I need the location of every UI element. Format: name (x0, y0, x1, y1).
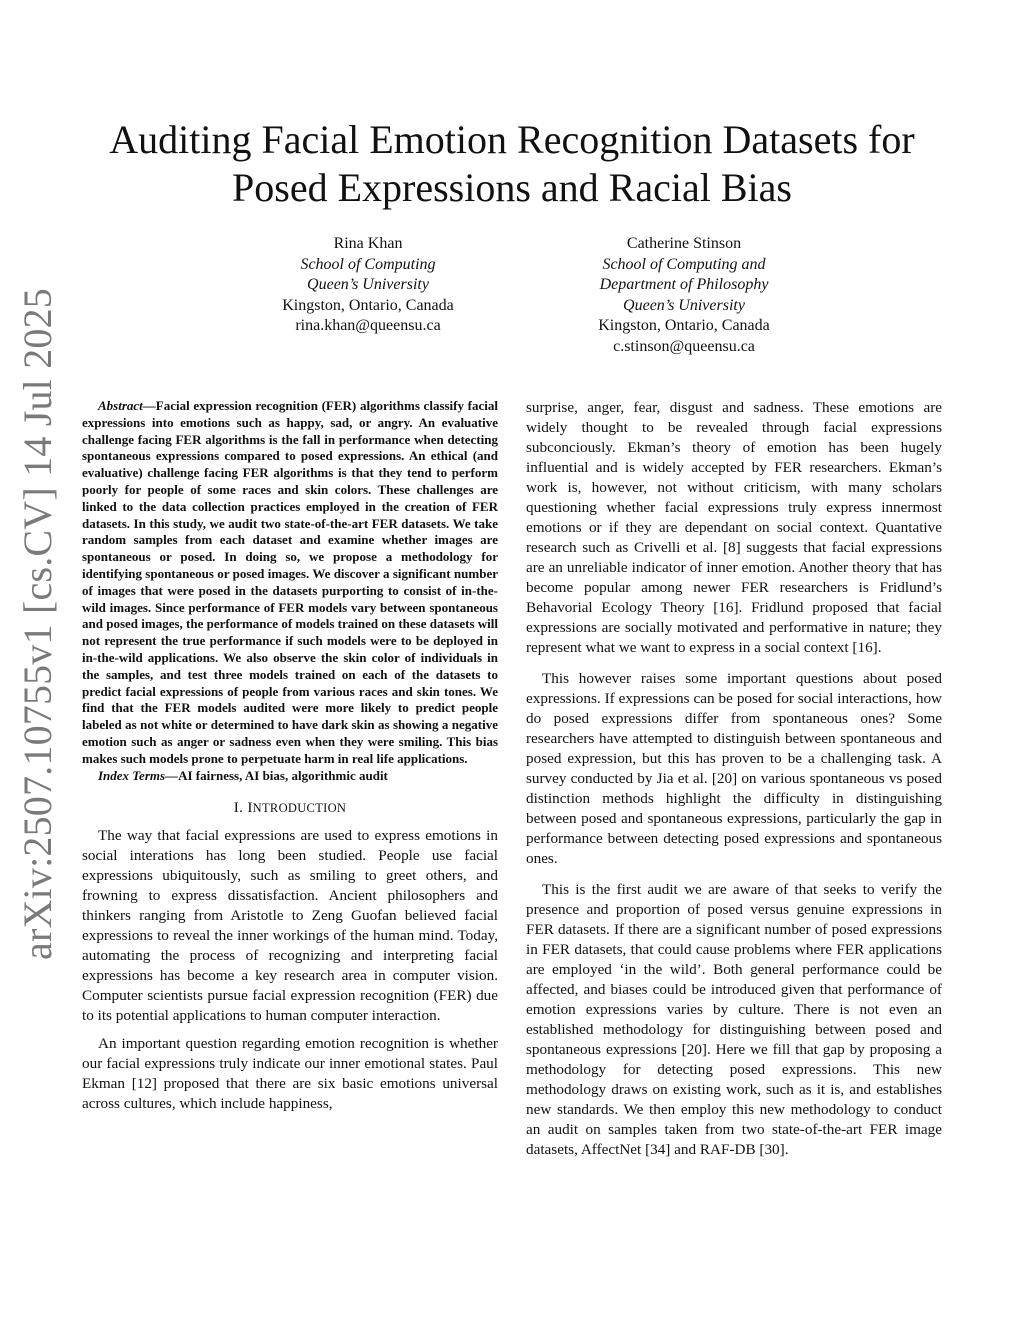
paper-title (60, 116, 964, 212)
title-line-1: Auditing Facial Emotion Recognition Datasets for (109, 117, 915, 162)
body-paragraph: The way that facial expressions are used to express emotions in social interations has long been studied. People use facial expressions ubiquitously, such as smiling to greet others, and frowning to express dissatisfaction. Ancient philosophers and thinkers ranging from Aristotle to Zeng Guofan believed facial expressions to reveal the inner workings of the human mind. Today, automating the process of recognizing and interpreting facial expressions has become a key research area in computer vision. Computer scientists pursue facial expression recognition (FER) due to its potential applications to human computer interaction. (82, 827, 498, 1025)
arxiv-identifier: arXiv:2507.10755v1 [cs.CV] 14 Jul 2025 (15, 288, 60, 960)
abstract-label: Abstract— (98, 398, 156, 413)
section-heading (82, 798, 498, 818)
left-column (82, 398, 498, 1122)
section-title-rest: NTRODUCTION (252, 801, 347, 816)
right-column (526, 398, 942, 1171)
author-location: Kingston, Ontario, Canada (282, 296, 454, 314)
author-affiliation: School of Computing (300, 255, 436, 273)
section-title-initial: I (247, 799, 253, 817)
author-name: Catherine Stinson (626, 235, 742, 252)
author-email: c.stinson@queensu.ca (613, 337, 755, 355)
section-number: I. (233, 799, 244, 817)
index-terms-label: Index Terms— (98, 767, 179, 783)
author-block-2 (514, 234, 854, 358)
body-paragraph: This however raises some important questions about posed expressions. If expressions can be posed for social interactions, how do posed expressions differ from spontaneous ones? Some researchers have attempted to distinguish between spontaneous and posed expression, but this has proven to be a challenging task. A survey conducted by Jia et al. [20] on various spontaneous vs posed distinction methods highlight the difficulty in distinguishing between posed and spontaneous expressions, particularly the gap in performance between detecting posed expressions and spontaneous ones. (526, 670, 942, 867)
abstract-text: Facial expression recognition (FER) algorithms classify facial expressions into emotions such as happy, sad, or angry. An evaluative challenge facing FER algorithms is the fall in performance when detecting spontaneous expressions compared to posed expressions. An ethical (and evaluative) challenge facing FER algorithms is that they tend to perform poorly for people of some races and skin colors. These challenges are linked to the data collection practices employed in the creation of FER datasets. In this study, we audit two state-of-the-art FER datasets. We take random samples from each dataset and examine whether images are spontaneous or posed. In doing so, we propose a methodology for identifying spontaneous or posed images. We discover a significant number of images that were posed in the datasets purporting to consist of in-the-wild images. Since performance of FER models vary between spontaneous and posed images, the performance of models trained on these datasets will not represent the true performance if such models were to be deployed in in-the-wild applications. We also observe the skin color of individuals in the samples, and test three models trained on each of the datasets to predict facial expressions of people from various races and skin tones. We find that the FER models audited were more likely to predict people labeled as not white or determined to have dark skin as showing a negative emotion such as anger or sadness even when they were smiling. This bias makes such models prone to perpetuate harm in real life applications. (82, 398, 498, 766)
author-location: Kingston, Ontario, Canada (598, 317, 770, 335)
author-affiliation: Queen’s University (307, 276, 429, 294)
author-affiliation: Queen’s University (623, 296, 745, 314)
body-paragraph: This is the first audit we are aware of that seeks to verify the presence and proportion of posed versus genuine expressions in FER datasets. If there are a significant number of posed expressions in FER datasets, that could cause problems where FER applications are employed ‘in the wild’. Both general performance could be affected, and biases could be introduced given that performance of emotion expressions varies by culture. There is not even an established methodology for distinguishing between posed and spontaneous expressions [20]. Here we fill that gap by proposing a methodology for detecting posed expressions. This new methodology draws on existing work, such as it is, and establishes new standards. We then employ this new methodology to conduct an audit on samples taken from two state-of-the-art FER image datasets, AffectNet [34] and RAF-DB [30]. (526, 881, 942, 1158)
index-terms (82, 768, 498, 785)
author-name: Rina Khan (333, 235, 403, 252)
title-line-2: Posed Expressions and Racial Bias (232, 165, 792, 210)
body-paragraph: An important question regarding emotion recognition is whether our facial expressions truly indicate our inner emotional states. Paul Ekman [12] proposed that there are six basic emotions universal across cultures, which include happiness, (82, 1035, 498, 1113)
author-affiliation: Department of Philosophy (599, 276, 769, 294)
index-terms-text: AI fairness, AI bias, algorithmic audit (178, 767, 388, 783)
author-affiliation: School of Computing and (602, 255, 766, 273)
abstract (82, 398, 498, 768)
body-paragraph: surprise, anger, fear, disgust and sadness. These emotions are widely thought to be revealed through facial expressions subconciously. Ekman’s theory of emotion has been hugely influential and is widely accepted by FER researchers. Ekman’s work is, however, not without criticism, with many scholars questioning whether facial expressions truly express innermost emotions or if they are dependant on social context. Quantative research such as Crivelli et al. [8] suggests that facial expressions are an unreliable indicator of inner emotion. Another theory that has become popular among newer FER researchers is Fridlund’s Behavorial Ecology Theory [16]. Fridlund proposed that facial expressions are socially motivated and performative in nature; they represent what we want to express in a social context [16]. (526, 399, 942, 656)
author-block-1 (198, 234, 538, 337)
author-email: rina.khan@queensu.ca (295, 317, 441, 335)
